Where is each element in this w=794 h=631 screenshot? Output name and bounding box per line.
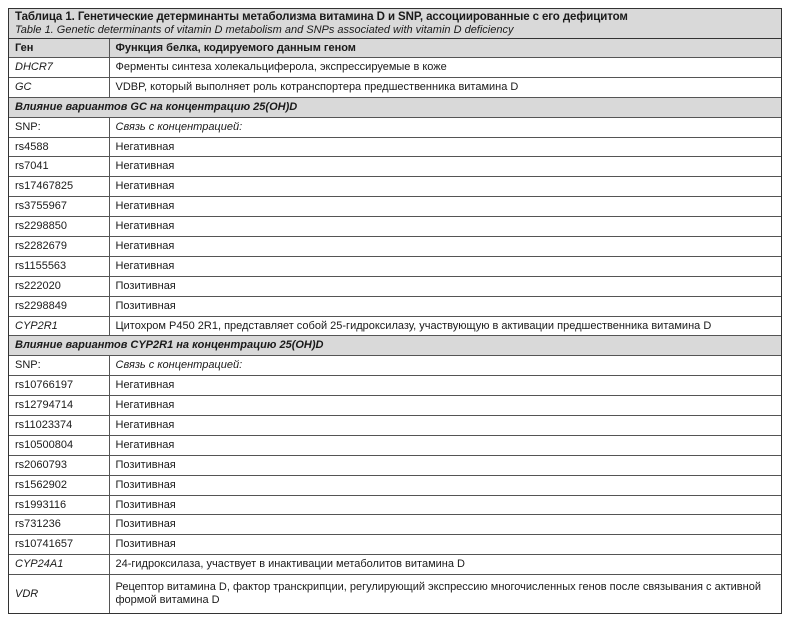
snp-id: rs1155563 — [9, 256, 109, 276]
snp-effect: Позитивная — [109, 455, 781, 475]
snp-effect: Негативная — [109, 197, 781, 217]
gene-row-cyp2r1 — [9, 316, 781, 336]
snp-label: SNP: — [9, 117, 109, 137]
snp-effect: Позитивная — [109, 515, 781, 535]
snp-id: rs1993116 — [9, 495, 109, 515]
snp-id: rs10766197 — [9, 376, 109, 396]
gene-row-dhcr7 — [9, 58, 781, 78]
snp-effect: Негативная — [109, 435, 781, 455]
gene-row-vdr — [9, 575, 781, 614]
gene-function: 24-гидроксилаза, участвует в инактивации метаболитов витамина D — [109, 555, 781, 575]
snp-effect: Позитивная — [109, 296, 781, 316]
snp-row — [9, 535, 781, 555]
snp-effect: Негативная — [109, 376, 781, 396]
snp-label: SNP: — [9, 356, 109, 376]
snp-effect: Негативная — [109, 177, 781, 197]
caption-title-ru: Таблица 1. Генетические детерминанты метаболизма витамина D и SNP, ассоциированные с его дефицитом — [15, 11, 628, 23]
snp-id: rs11023374 — [9, 416, 109, 436]
gene-function: VDBP, который выполняет роль котранспортера предшественника витамина D — [109, 77, 781, 97]
snp-id: rs4588 — [9, 137, 109, 157]
snp-row — [9, 376, 781, 396]
snp-row — [9, 416, 781, 436]
snp-row — [9, 256, 781, 276]
snp-effect: Позитивная — [109, 475, 781, 495]
snp-effect: Негативная — [109, 396, 781, 416]
snp-label-row — [9, 117, 781, 137]
snp-row — [9, 495, 781, 515]
snp-label-row — [9, 356, 781, 376]
snp-id: rs2298850 — [9, 217, 109, 237]
snp-id: rs7041 — [9, 157, 109, 177]
snp-effect: Негативная — [109, 137, 781, 157]
snp-effect: Позитивная — [109, 276, 781, 296]
snp-row — [9, 455, 781, 475]
snp-id: rs10741657 — [9, 535, 109, 555]
snp-row — [9, 137, 781, 157]
gene-row-gc — [9, 77, 781, 97]
gene-function: Цитохром Р450 2R1, представляет собой 25-гидроксилазу, участвующую в активации предшественника витамина D — [109, 316, 781, 336]
snp-effect: Негативная — [109, 217, 781, 237]
snp-row — [9, 515, 781, 535]
header-row — [9, 39, 781, 58]
gene-table — [9, 39, 781, 613]
snp-effect: Позитивная — [109, 535, 781, 555]
gene-function: Рецептор витамина D, фактор транскрипции, регулирующий экспрессию многочисленных генов после связывания с активной формой витамина D — [109, 575, 781, 614]
snp-effect: Позитивная — [109, 495, 781, 515]
gene-function: Ферменты синтеза холекальциферола, экспрессируемые в коже — [109, 58, 781, 78]
association-label: Связь с концентрацией: — [109, 117, 781, 137]
snp-row — [9, 157, 781, 177]
snp-id: rs10500804 — [9, 435, 109, 455]
snp-id: rs1562902 — [9, 475, 109, 495]
cyp2r1-snp-rows — [9, 376, 781, 555]
snp-row — [9, 197, 781, 217]
snp-effect: Негативная — [109, 157, 781, 177]
snp-effect: Негативная — [109, 237, 781, 257]
header-function: Функция белка, кодируемого данным геном — [109, 39, 781, 58]
snp-effect: Негативная — [109, 416, 781, 436]
gene-name: CYP24A1 — [9, 555, 109, 575]
snp-row — [9, 435, 781, 455]
snp-row — [9, 396, 781, 416]
table-caption — [9, 9, 781, 39]
section-row-cyp2r1 — [9, 336, 781, 356]
gene-name: GC — [9, 77, 109, 97]
gc-snp-rows — [9, 137, 781, 316]
data-table-container — [8, 8, 782, 614]
snp-row — [9, 217, 781, 237]
snp-id: rs222020 — [9, 276, 109, 296]
snp-effect: Негативная — [109, 256, 781, 276]
section-title: Влияние вариантов CYP2R1 на концентрацию 25(OH)D — [9, 336, 781, 356]
association-label: Связь с концентрацией: — [109, 356, 781, 376]
caption-title-en: Table 1. Genetic determinants of vitamin D metabolism and SNPs associated with vitamin D deficiency — [15, 24, 514, 36]
gene-name: DHCR7 — [9, 58, 109, 78]
gene-row-cyp24a1 — [9, 555, 781, 575]
header-gene: Ген — [9, 39, 109, 58]
snp-id: rs17467825 — [9, 177, 109, 197]
snp-id: rs731236 — [9, 515, 109, 535]
section-row-gc — [9, 97, 781, 117]
snp-row — [9, 475, 781, 495]
section-title: Влияние вариантов GC на концентрацию 25(OH)D — [9, 97, 781, 117]
gene-name: CYP2R1 — [9, 316, 109, 336]
snp-id: rs2298849 — [9, 296, 109, 316]
snp-row — [9, 296, 781, 316]
snp-row — [9, 237, 781, 257]
snp-id: rs2060793 — [9, 455, 109, 475]
snp-id: rs3755967 — [9, 197, 109, 217]
snp-id: rs12794714 — [9, 396, 109, 416]
snp-row — [9, 177, 781, 197]
snp-id: rs2282679 — [9, 237, 109, 257]
snp-row — [9, 276, 781, 296]
gene-name: VDR — [9, 575, 109, 614]
